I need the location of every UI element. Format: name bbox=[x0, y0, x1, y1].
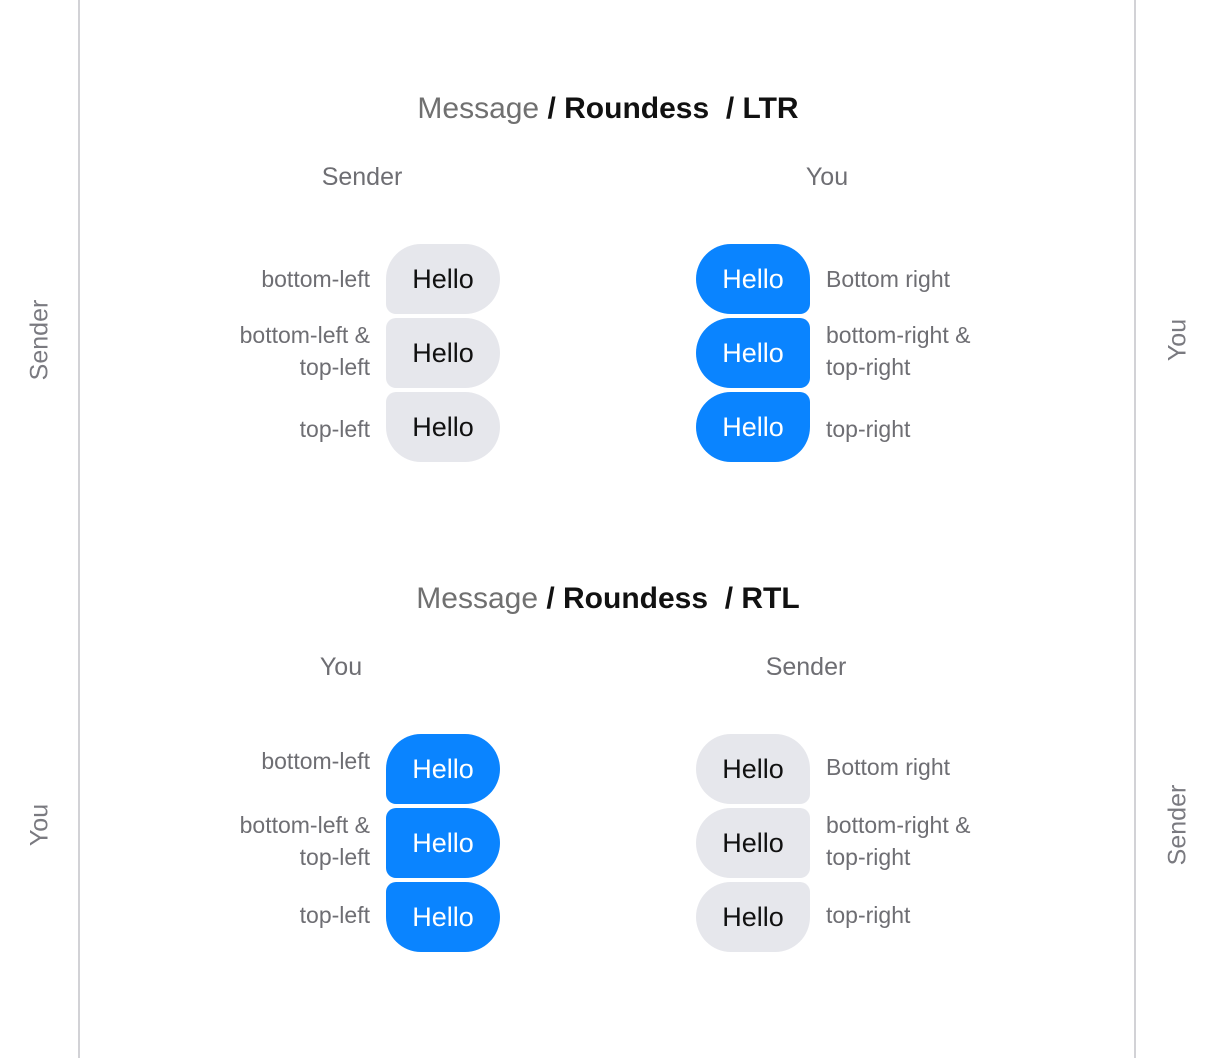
bubble-label: bottom-left bbox=[261, 266, 370, 292]
column-header: You bbox=[805, 163, 849, 191]
section-title-ltr bbox=[0, 92, 1216, 126]
right-divider bbox=[1134, 0, 1136, 1058]
bubble-label: Bottom right bbox=[826, 266, 950, 292]
title-bold: / Roundess bbox=[539, 92, 710, 125]
title-bold: / RTL bbox=[708, 582, 800, 615]
you-bubble: Hello bbox=[386, 734, 500, 804]
side-label-left-bottom: You bbox=[25, 803, 54, 847]
bubble-label: top-left bbox=[299, 416, 370, 442]
bubble-label: bottom-left bbox=[261, 748, 370, 774]
section-title-rtl bbox=[0, 582, 1216, 616]
you-bubble: Hello bbox=[386, 808, 500, 878]
left-divider bbox=[78, 0, 80, 1058]
bubble-label: Bottom right bbox=[826, 754, 950, 780]
bubble-label: top-right bbox=[826, 902, 911, 928]
column-header: Sender bbox=[321, 163, 403, 191]
you-bubble: Hello bbox=[696, 318, 810, 388]
side-label-right-bottom: Sender bbox=[1163, 784, 1192, 866]
title-light: Message bbox=[417, 92, 540, 125]
title-bold: / Roundess bbox=[538, 582, 709, 615]
sender-bubble: Hello bbox=[696, 882, 810, 952]
title-bold: / LTR bbox=[709, 92, 799, 125]
sender-bubble: Hello bbox=[386, 318, 500, 388]
title-light: Message bbox=[416, 582, 539, 615]
sender-bubble: Hello bbox=[696, 734, 810, 804]
you-bubble: Hello bbox=[386, 882, 500, 952]
bubble-label: bottom-left & top-left bbox=[239, 322, 370, 380]
bubble-label: top-right bbox=[826, 416, 911, 442]
column-header: Sender bbox=[765, 653, 847, 681]
bubble-label: top-left bbox=[299, 902, 370, 928]
side-label-left-top: Sender bbox=[25, 299, 54, 381]
column-header: You bbox=[319, 653, 363, 681]
bubble-label: bottom-right & top-right bbox=[826, 322, 971, 380]
you-bubble: Hello bbox=[696, 392, 810, 462]
sender-bubble: Hello bbox=[386, 244, 500, 314]
bubble-label: bottom-right & top-right bbox=[826, 812, 971, 870]
you-bubble: Hello bbox=[696, 244, 810, 314]
bubble-label: bottom-left & top-left bbox=[239, 812, 370, 870]
side-label-right-top: You bbox=[1163, 318, 1192, 362]
sender-bubble: Hello bbox=[696, 808, 810, 878]
sender-bubble: Hello bbox=[386, 392, 500, 462]
